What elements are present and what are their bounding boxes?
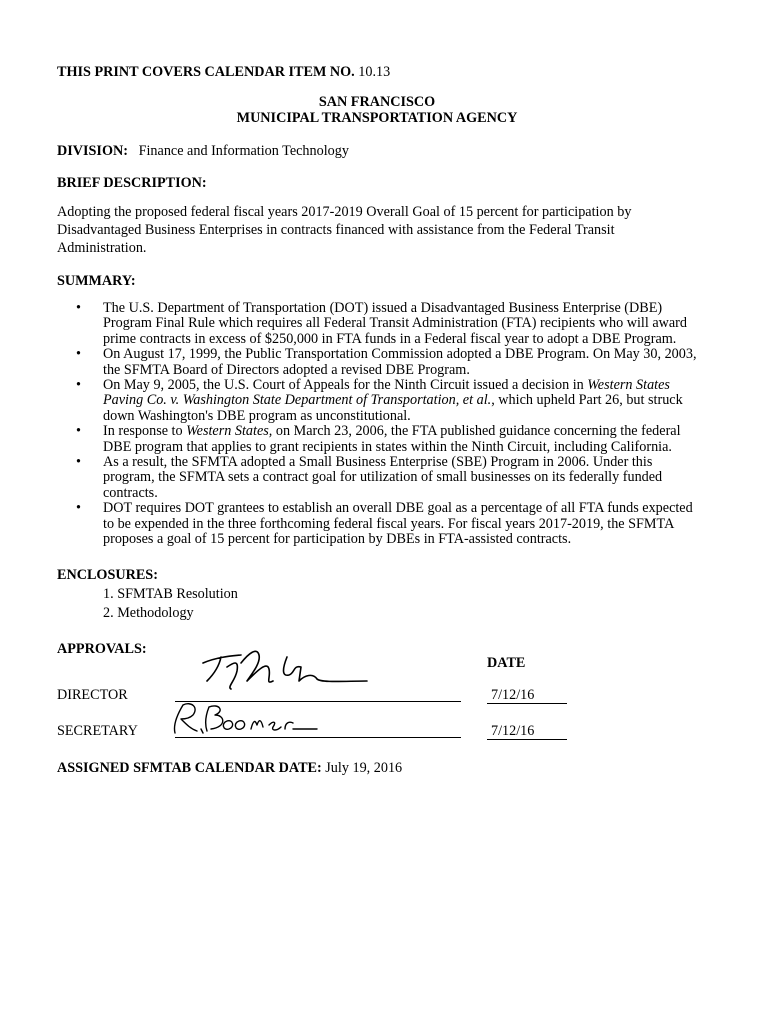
secretary-row xyxy=(57,723,697,743)
date-column-header: DATE xyxy=(487,654,526,671)
summary-item-text xyxy=(103,423,681,454)
director-row xyxy=(57,687,697,707)
summary-item xyxy=(57,501,697,547)
enclosure-item: 1. SFMTAB Resolution xyxy=(103,585,238,602)
bullet-icon: • xyxy=(76,346,81,363)
agency-title xyxy=(57,94,697,126)
summary-heading: SUMMARY: xyxy=(57,273,136,289)
enclosure-item: 2. Methodology xyxy=(103,604,194,621)
summary-item-text xyxy=(103,377,683,424)
summary-item-text: The U.S. Department of Transportation (DOT) issued a Disadvantaged Business Enterprise (DBE) Program Final Rule which requires all Federal Transit Administration (FTA) recipients who will award prime contracts in excess of $250,000 in FTA funds in a Federal fiscal year to adopt a DBE Program. xyxy=(103,300,687,347)
summary-list xyxy=(57,301,697,548)
approvals-section xyxy=(57,641,697,741)
secretary-date: 7/12/16 xyxy=(487,723,567,740)
summary-item xyxy=(57,424,697,455)
bullet-icon: • xyxy=(76,423,81,440)
case-name-italic: Western States Paving Co. v. Washington State Department of Transportation, et al. xyxy=(103,377,670,409)
assigned-calendar-date-label: ASSIGNED SFMTAB CALENDAR DATE: xyxy=(57,759,322,776)
document-page xyxy=(57,64,697,776)
division-line xyxy=(57,143,697,159)
summary-item-text: As a result, the SFMTA adopted a Small Business Enterprise (SBE) Program in 2006. Under this program, the SFMTA sets a contract goal for utilization of small businesses on its federally funded contracts. xyxy=(103,454,663,501)
enclosures-heading: ENCLOSURES: xyxy=(57,566,158,583)
bullet-icon: • xyxy=(76,377,81,394)
agency-title-line1: SAN FRANCISCO xyxy=(318,94,436,110)
bullet-icon: • xyxy=(76,454,81,471)
assigned-calendar-date-value: July 19, 2016 xyxy=(325,759,403,776)
case-name-italic: Western States, xyxy=(186,423,273,440)
summary-item-text-pre: On May 9, 2005, the U.S. Court of Appeals for the Ninth Circuit issued a decision in xyxy=(103,377,588,394)
summary-item-text-pre: In response to xyxy=(103,423,187,440)
secretary-signature-line xyxy=(175,737,461,738)
bullet-icon: • xyxy=(76,500,81,517)
secretary-label: SECRETARY xyxy=(57,722,138,739)
director-label: DIRECTOR xyxy=(57,686,128,703)
approvals-heading: APPROVALS: xyxy=(57,640,147,657)
calendar-item-number: 10.13 xyxy=(358,64,391,80)
assigned-calendar-date-line xyxy=(57,760,697,776)
director-date: 7/12/16 xyxy=(487,687,567,704)
division-value: Finance and Information Technology xyxy=(138,143,349,159)
summary-item xyxy=(57,347,697,378)
agency-title-line2: MUNICIPAL TRANSPORTATION AGENCY xyxy=(236,110,518,126)
division-label: DIVISION: xyxy=(57,143,128,159)
summary-item-text: DOT requires DOT grantees to establish an overall DBE goal as a percentage of all FTA funds expected to be expended in the three forthcoming federal fiscal years. For fiscal years 2017-2019, the SFMTA proposes a goal of 15 percent for participation by DBEs in FTA-assisted contracts. xyxy=(103,500,693,548)
summary-item xyxy=(57,378,697,424)
bullet-icon: • xyxy=(76,300,81,316)
brief-description-heading: BRIEF DESCRIPTION: xyxy=(57,175,207,191)
summary-item-text: On August 17, 1999, the Public Transportation Commission adopted a DBE Program. On May 30, 2003, the SFMTA Board of Directors adopted a revised DBE Program. xyxy=(103,346,697,378)
enclosures-section xyxy=(57,566,697,623)
brief-description-text: Adopting the proposed federal fiscal years 2017-2019 Overall Goal of 15 percent for participation by Disadvantaged Business Enterprises in contracts financed with assistance from the Federal Transit Administration. xyxy=(57,204,632,256)
summary-item-text-post: , which upheld Part 26, but struck down Washington's DBE program as unconstitutional. xyxy=(103,392,683,424)
calendar-item-line xyxy=(57,64,697,80)
summary-item xyxy=(57,455,697,501)
calendar-item-label: THIS PRINT COVERS CALENDAR ITEM NO. xyxy=(57,64,355,80)
summary-item xyxy=(57,301,697,347)
summary-item-text-post: on March 23, 2006, the FTA published guidance concerning the federal DBE program that applies to grant recipients in states within the Ninth Circuit, including California. xyxy=(103,423,681,455)
